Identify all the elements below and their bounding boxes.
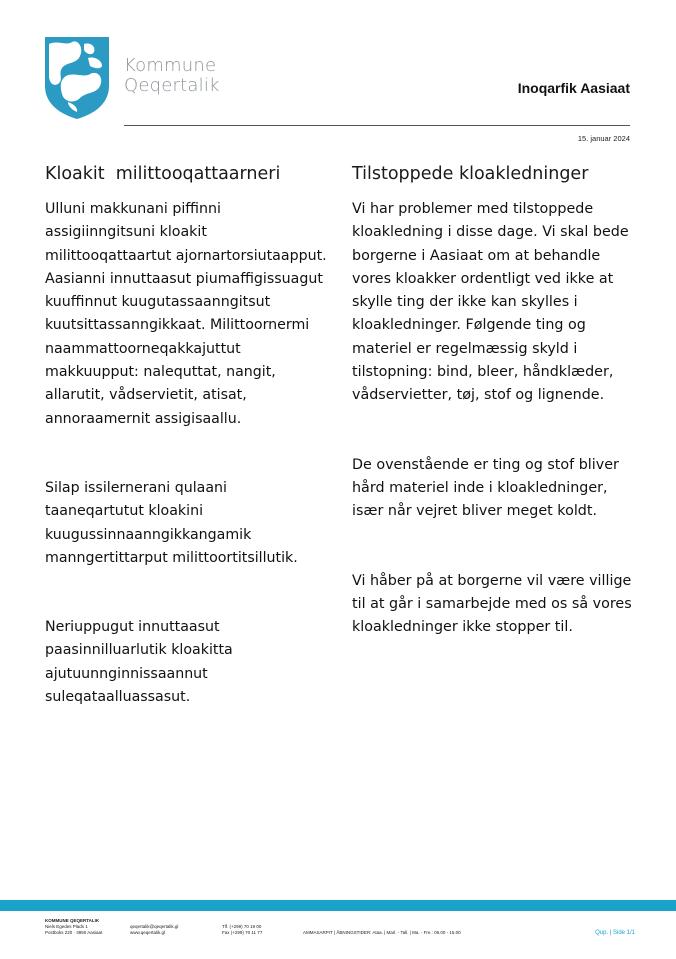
danish-paragraph: Vi håber på at borgerne vil være villige til at går i samarbejde med os så vores kloakledninger ikke stopper til. bbox=[352, 572, 632, 636]
danish-column bbox=[352, 160, 637, 685]
kommune-qeqertalik-logo bbox=[44, 36, 110, 120]
greenlandic-paragraph: Neriuppugut innuttaasut paasinnilluarlutik kloakitta ajutuunnginnissaannut suleqataalluassasut. bbox=[45, 619, 233, 706]
page-number: Qup. | Side 1/1 bbox=[595, 930, 635, 936]
danish-paragraph: De ovenstående er ting og stof bliver hård materiel inde i kloakledninger, især når vejret bliver meget koldt. bbox=[352, 456, 619, 520]
footer-email[interactable]: qeqertalik@qeqertalik.gl bbox=[130, 924, 179, 929]
footer-address-line: Postboks 220 · 3950 Aasiaat bbox=[45, 930, 103, 935]
department-name: Inoqarfik Aasiaat bbox=[517, 80, 630, 96]
footer-phone bbox=[222, 924, 262, 936]
greenlandic-title: Kloakit milittooqattaarneri bbox=[45, 164, 281, 184]
header-divider bbox=[124, 125, 630, 126]
footer-tel: Tlf. (+299) 70 19 00 bbox=[222, 924, 262, 929]
footer-accent-bar bbox=[0, 900, 676, 911]
danish-title: Tilstoppede kloakledninger bbox=[352, 164, 589, 184]
footer-org: KOMMUNE QEQERTALIK bbox=[45, 918, 100, 923]
logo-line-2: Qeqertalik bbox=[124, 75, 220, 96]
logo-wordmark bbox=[124, 56, 220, 96]
danish-paragraph: Vi har problemer med tilstoppede kloakledning i disse dage. Vi skal bede borgerne i Aasiaat om at behandle vores kloakker ordentligt ved ikke at skylle ting der ikke kan skylles i kloakledninger. Følgende ting og materiel er regelmæssig skyld i tilstopning: bind, bleer, håndklæder, vådservietter, tøj, stof og lignende. bbox=[352, 201, 629, 404]
greenlandic-paragraph: Ulluni makkunani piffinni assigiinngitsuni kloakit milittooqattaartut ajornartorsiutaapput. Aasianni innuttaasut piumaffigissuagut kuuffinnut kuugutassaanngitsut kuutsittassanngikkaat. Milittoornermi naammattoorneqakkajuttut makkuupput: nalequttat, nangit, allarutit, vådservietit, atisat, annoraamernit assigisaallu. bbox=[45, 201, 327, 427]
greenlandic-column bbox=[45, 160, 330, 755]
document-date: 15. januar 2024 bbox=[577, 134, 630, 143]
footer-address bbox=[45, 918, 102, 936]
footer-web[interactable]: www.qeqertalik.gl bbox=[130, 930, 166, 935]
footer-hours: AMMASARPIT | ÅBNINGSTIDER: Ataa. | Marl. - Tall. | Ma. - Fre.: 09.00 - 15.00 bbox=[303, 930, 461, 935]
greenlandic-paragraph: Silap issilernerani qulaani taaneqartutut kloakini kuugussinnaanngikkangamik manngertittarput milittoortitsillutik. bbox=[45, 479, 298, 566]
footer-address-line: Niels Egedes Plads 1 bbox=[45, 924, 88, 929]
footer-contact bbox=[130, 924, 178, 936]
logo-line-1: Kommune bbox=[124, 55, 217, 76]
footer-fax: Fax (+299) 70 11 77 bbox=[222, 930, 263, 935]
